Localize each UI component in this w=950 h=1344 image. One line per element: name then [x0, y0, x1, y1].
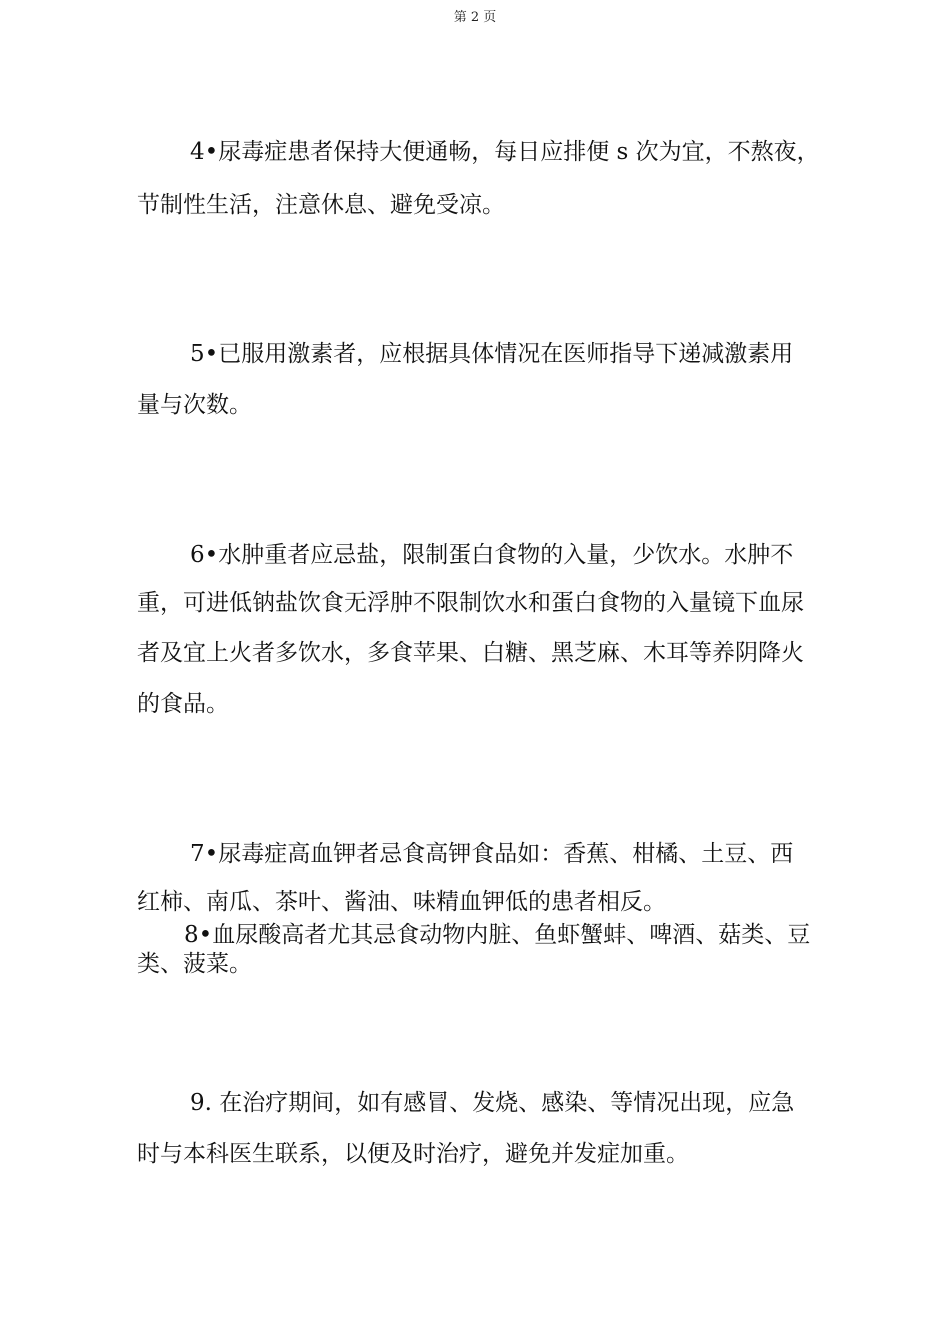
paragraph-6-line-2: 重，可进低钠盐饮食无浮肿不限制饮水和蛋白食物的入量镜下血尿: [137, 590, 804, 616]
paragraph-5-line-1: 5•已服用激素者，应根据具体情况在医师指导下递减激素用: [190, 341, 794, 367]
paragraph-6-line-1: 6•水肿重者应忌盐，限制蛋白食物的入量，少饮水。水肿不: [190, 542, 794, 568]
paragraph-7-line-2: 红柿、南瓜、茶叶、酱油、味精血钾低的患者相反。: [137, 889, 666, 915]
paragraph-8-line-2: 类、菠菜。: [137, 951, 252, 977]
paragraph-5-line-2: 量与次数。: [137, 392, 252, 418]
paragraph-8-line-1: 8•血尿酸高者尤其忌食动物内脏、鱼虾蟹蚌、啤酒、菇类、豆: [184, 922, 811, 948]
paragraph-4-line-1: 4•尿毒症患者保持大便通畅，每日应排便 s 次为宜，不熬夜，: [190, 139, 820, 165]
paragraph-9-line-2: 时与本科医生联系，以便及时治疗，避免并发症加重。: [137, 1141, 689, 1167]
paragraph-4-line-2: 节制性生活，注意休息、避免受凉。: [137, 192, 505, 218]
paragraph-6-line-3: 者及宜上火者多饮水，多食苹果、白糖、黑芝麻、木耳等养阴降火: [137, 640, 804, 666]
paragraph-6-line-4: 的食品。: [137, 691, 229, 717]
paragraph-7-line-1: 7•尿毒症高血钾者忌食高钾食品如：香蕉、柑橘、土豆、西: [190, 841, 794, 867]
paragraph-9-line-1: 9. 在治疗期间，如有感冒、发烧、感染、等情况出现，应急: [190, 1090, 795, 1116]
page-number-header: 第 2 页: [453, 10, 497, 25]
